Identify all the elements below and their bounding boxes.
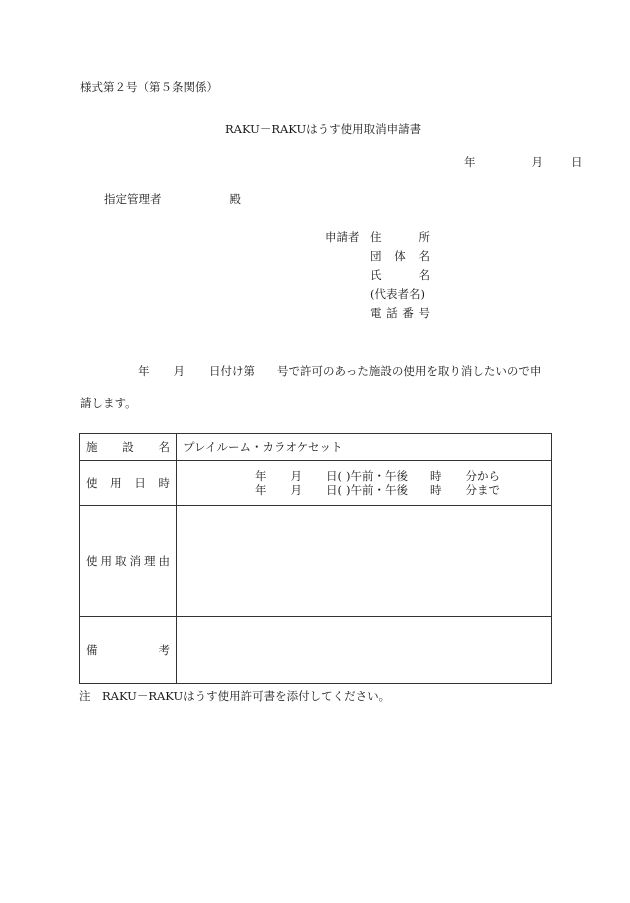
- date-year: 年: [464, 155, 476, 169]
- application-date: [464, 157, 583, 169]
- date-day: 日: [571, 155, 583, 169]
- applicant-label: 申請者: [325, 230, 360, 244]
- applicant-group-label: 団 体 名: [370, 249, 430, 263]
- document-title: RAKU－RAKUはうす使用取消申請書: [225, 122, 422, 136]
- datetime-to: 年 月 日( )午前・午後 時 分まで: [255, 483, 500, 497]
- reason-label: 使 用 取 消 理 由: [80, 506, 177, 617]
- facility-value[interactable]: プレイルーム・カラオケセット: [177, 434, 552, 461]
- date-month: 月: [531, 155, 543, 169]
- applicant-phone-label: 電 話 番 号: [370, 306, 430, 320]
- applicant-name-label: 氏 名: [370, 268, 430, 282]
- remarks-field[interactable]: [177, 617, 552, 684]
- table-row-datetime: [80, 461, 552, 506]
- cancellation-form-table: [79, 433, 552, 684]
- body-text-line2: 請します。: [80, 396, 137, 410]
- body-text-line1: 年 月 日付け第 号で許可のあった施設の使用を取り消したいので申: [138, 364, 542, 378]
- addressee-title: 指定管理者: [104, 192, 162, 206]
- datetime-from: 年 月 日( )午前・午後 時 分から: [255, 469, 500, 483]
- reason-field[interactable]: [177, 506, 552, 617]
- honorific: 殿: [229, 192, 241, 206]
- applicant-address-label: 住 所: [370, 230, 430, 244]
- remarks-label: 備 考: [80, 617, 177, 684]
- table-row-remarks: [80, 617, 552, 684]
- form-number: 様式第２号（第５条関係）: [80, 80, 218, 94]
- table-row-facility: [80, 434, 552, 461]
- representative-label: (代表者名): [370, 287, 425, 301]
- facility-label: 施 設 名: [80, 434, 177, 461]
- attachment-note: 注 RAKU－RAKUはうす使用許可書を添付してください。: [79, 689, 391, 703]
- datetime-label: 使 用 日 時: [80, 461, 177, 506]
- table-row-reason: [80, 506, 552, 617]
- addressee: [104, 194, 241, 206]
- datetime-value[interactable]: [177, 461, 552, 506]
